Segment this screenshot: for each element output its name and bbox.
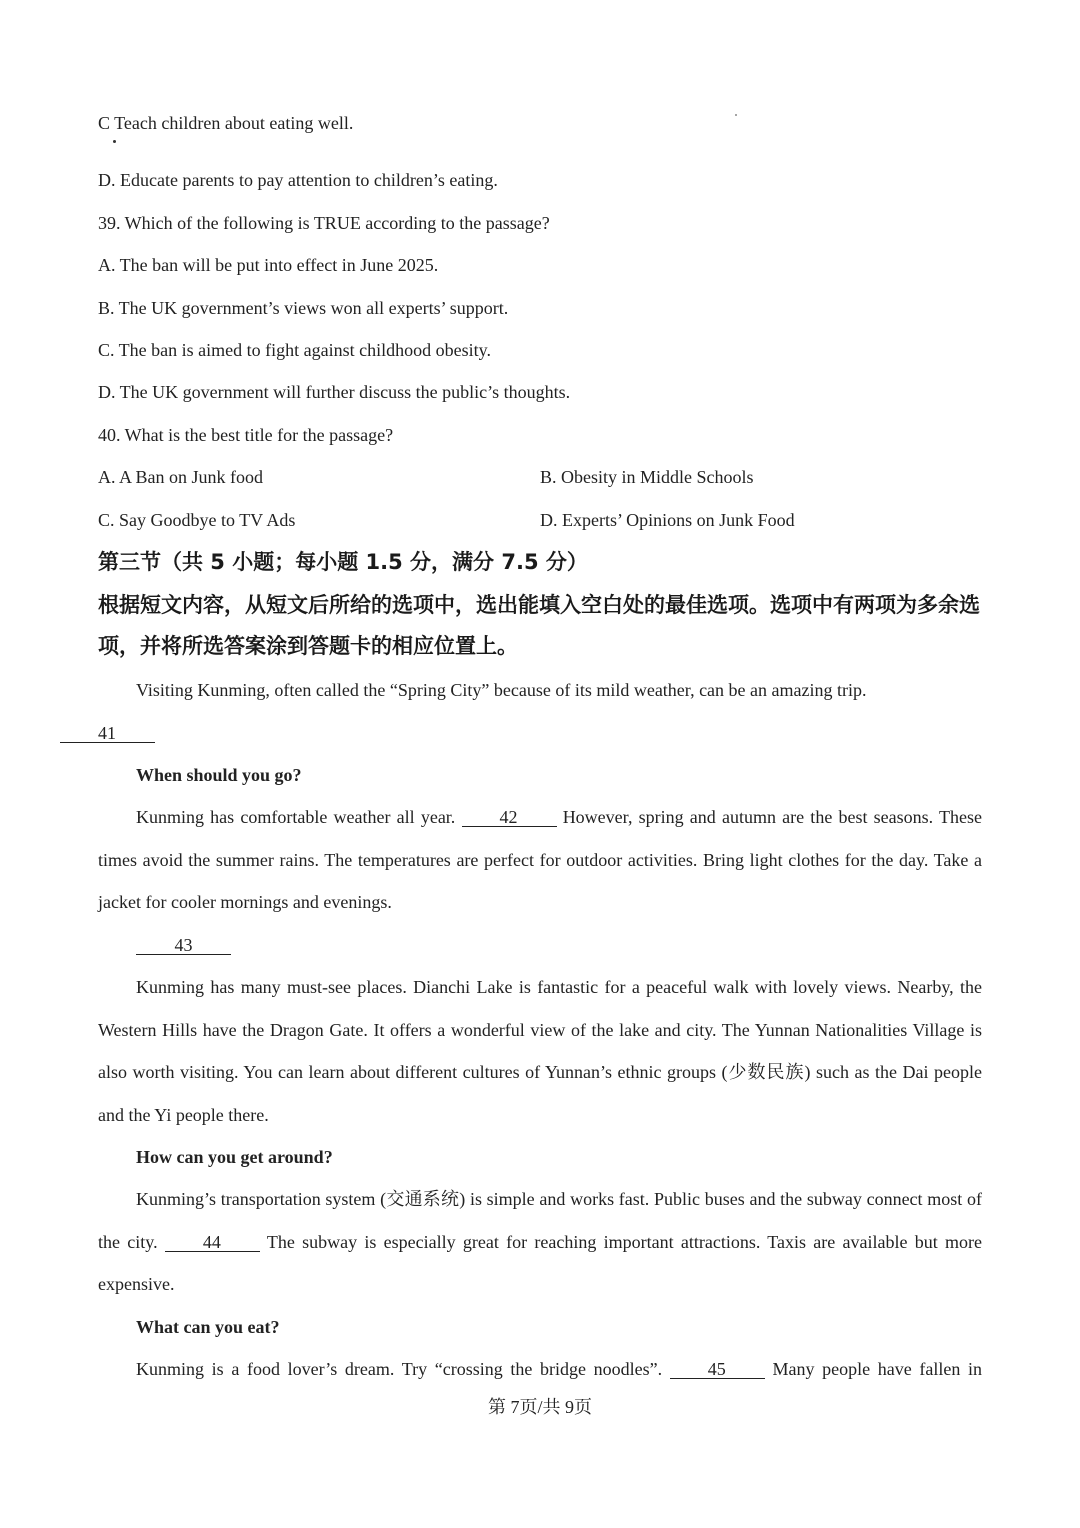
scan-dot <box>113 140 116 143</box>
q39-option-c: C. The ban is aimed to fight against childhood obesity. <box>98 340 491 360</box>
section-instruction: 根据短文内容，从短文后所给的选项中，选出能填入空白处的最佳选项。选项中有两项为多余选项，并将所选答案涂到答题卡的相应位置上。 <box>98 593 980 658</box>
blank-43-heading <box>136 934 231 956</box>
q38-option-d: D. Educate parents to pay attention to children’s eating. <box>98 170 498 190</box>
q39-option-b: B. The UK government’s views won all experts’ support. <box>98 298 509 318</box>
blank-43: 43 <box>136 936 231 955</box>
intro-text: Visiting Kunming, often called the “Spring City” because of its mild weather, can be an amazing trip. <box>136 680 867 700</box>
page-number: 第 7页/共 9页 <box>487 1397 592 1417</box>
q38-option-c: C Teach children about eating well. <box>98 113 354 133</box>
q40-option-c: C. Say Goodbye to TV Ads <box>98 510 296 530</box>
paragraph-places: Kunming has many must-see places. Dianchi Lake is fantastic for a peaceful walk with lovely views. Nearby, the Western Hills have the Dragon Gate. It offers a wonderful view of the lake and city. The Yunnan Nationalities Village is also worth visiting. You can learn about different cultures of Yunnan’s ethnic groups (少数民族) such as the Dai people and the Yi people there. <box>98 977 982 1125</box>
heading-around: How can you get around? <box>136 1147 333 1167</box>
around-text-1: Kunming’s transportation system (交通系统) is simple and works fast. Public buses and the subway connect most of the city. <box>98 1189 982 1252</box>
scan-speck <box>735 114 737 116</box>
passage-intro <box>98 669 982 754</box>
around-text-2: The subway is especially great for reaching important attractions. Taxis are available but more expensive. <box>98 1231 983 1294</box>
q39-question: 39. Which of the following is TRUE according to the passage? <box>98 213 550 233</box>
q39-option-a: A. The ban will be put into effect in June 2025. <box>98 255 439 275</box>
paragraph-when <box>98 796 982 924</box>
blank-42: 42 <box>462 808 557 827</box>
paragraph-eat <box>98 1348 982 1391</box>
q40-option-d: D. Experts’ Opinions on Junk Food <box>540 510 795 530</box>
q39-option-d: D. The UK government will further discuss the public’s thoughts. <box>98 382 571 402</box>
eat-text-1: Kunming is a food lover’s dream. Try “crossing the bridge noodles”. <box>136 1359 663 1379</box>
when-text-2: However, spring and autumn are the best seasons. These times avoid the summer rains. The temperatures are perfect for outdoor activities. Bring light clothes for the day. Take a jacket for cooler mornings and evenings. <box>98 807 982 912</box>
heading-eat: What can you eat? <box>136 1317 280 1337</box>
blank-41 <box>60 723 155 743</box>
blank-41-number: 41 <box>60 724 155 743</box>
eat-text-2: Many people have fallen in <box>772 1359 982 1379</box>
when-text-1: Kunming has comfortable weather all year. <box>136 807 456 827</box>
q40-option-b: B. Obesity in Middle Schools <box>540 467 754 487</box>
q40-option-a: A. A Ban on Junk food <box>98 467 264 487</box>
blank-45: 45 <box>670 1360 765 1379</box>
section-title: 第三节（共 5 小题；每小题 1.5 分，满分 7.5 分） <box>98 550 588 574</box>
q40-question: 40. What is the best title for the passage? <box>98 425 394 445</box>
blank-44: 44 <box>165 1233 260 1252</box>
paragraph-around <box>98 1178 982 1306</box>
heading-when: When should you go? <box>136 765 302 785</box>
